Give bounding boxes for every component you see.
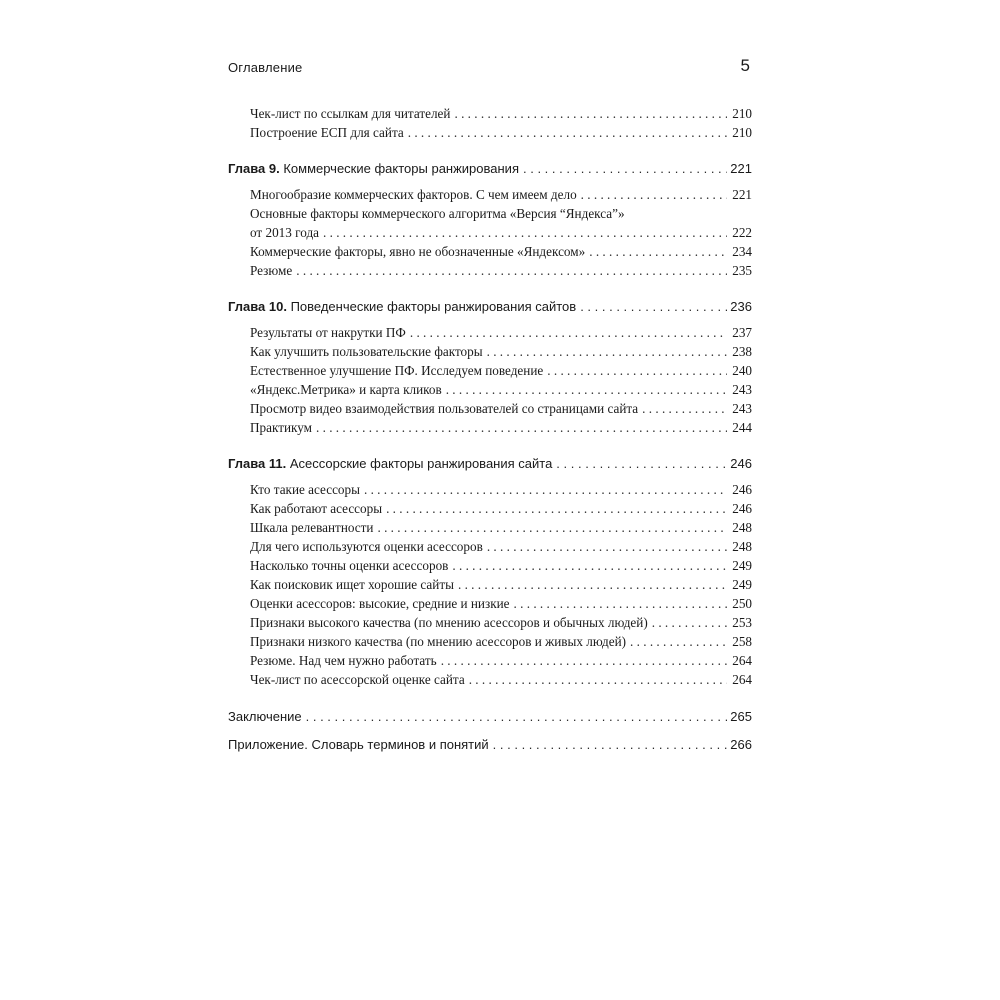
chapter-number: Глава 11. [228, 456, 287, 471]
toc-back-matter [228, 703, 752, 759]
dot-leader [589, 242, 727, 261]
toc-section-entry: Признаки низкого качества (по мнению асессоров и живых людей) . . . 258 [228, 632, 752, 651]
dot-leader [296, 261, 727, 280]
dot-leader [547, 361, 727, 380]
dot-leader [556, 452, 727, 476]
dot-leader [454, 104, 727, 123]
dot-leader [458, 575, 727, 594]
dot-leader [408, 123, 727, 142]
dot-leader [446, 380, 727, 399]
toc-section-entry: Как поисковик ищет хорошие сайты . . . 249 [228, 575, 752, 594]
dot-leader [410, 323, 727, 342]
chapter-title: Поведенческие факторы ранжирования сайтов [286, 299, 577, 314]
dot-leader [386, 499, 727, 518]
dot-leader [306, 703, 727, 731]
chapter-title: Коммерческие факторы ранжирования [279, 161, 519, 176]
running-title: Оглавление [228, 60, 303, 75]
dot-leader [493, 731, 727, 759]
page-number: 5 [740, 56, 750, 75]
dot-leader [452, 556, 727, 575]
book-page [228, 0, 752, 1000]
toc-section-entry: Естественное улучшение ПФ. Исследуем поведение . . . 240 [228, 361, 752, 380]
toc-chapter-entry: Глава 9. Коммерческие факторы ранжирования . . . 221 [228, 157, 752, 181]
dot-leader [652, 613, 727, 632]
toc-chapter-entry: Глава 10. Поведенческие факторы ранжирования сайтов . . . 236 [228, 295, 752, 319]
toc-section-entry: Чек-лист по асессорской оценке сайта . . . 264 [228, 670, 752, 689]
toc-section-entry: Шкала релевантности . . . 248 [228, 518, 752, 537]
dot-leader [487, 342, 727, 361]
toc-intro-sections [228, 104, 752, 142]
toc-chapter-9 [228, 157, 752, 280]
toc-section-entry: Как улучшить пользовательские факторы . . . 238 [228, 342, 752, 361]
toc-section-entry: «Яндекс.Метрика» и карта кликов . . . 243 [228, 380, 752, 399]
toc-section-entry: Признаки высокого качества (по мнению асессоров и обычных людей) . . . 253 [228, 613, 752, 632]
toc-back-matter-entry: Заключение . . . 265 [228, 703, 752, 731]
toc-section-entry: Просмотр видео взаимодействия пользователей со страницами сайта . . . 243 [228, 399, 752, 418]
dot-leader [316, 418, 727, 437]
dot-leader [364, 480, 727, 499]
chapter-title: Асессорские факторы ранжирования сайта [286, 456, 553, 471]
toc-chapter-11 [228, 452, 752, 689]
dot-leader [441, 651, 727, 670]
toc-section-entry: Как работают асессоры . . . 246 [228, 499, 752, 518]
toc-section-entry: Кто такие асессоры . . . 246 [228, 480, 752, 499]
toc-section-entry: Коммерческие факторы, явно не обозначенные «Яндексом» . . . 234 [228, 242, 752, 261]
toc-chapter-10 [228, 295, 752, 437]
toc-section-entry: Чек-лист по ссылкам для читателей . . . 210 [228, 104, 752, 123]
dot-leader [377, 518, 727, 537]
toc-back-matter-entry: Приложение. Словарь терминов и понятий . . . 266 [228, 731, 752, 759]
toc-section-entry: Оценки асессоров: высокие, средние и низкие . . . 250 [228, 594, 752, 613]
toc-section-entry: Резюме . . . 235 [228, 261, 752, 280]
toc-section-entry: Результаты от накрутки ПФ . . . 237 [228, 323, 752, 342]
running-head [228, 58, 752, 78]
dot-leader [514, 594, 727, 613]
dot-leader [581, 185, 727, 204]
toc-section-entry: Для чего используются оценки асессоров . . . 248 [228, 537, 752, 556]
toc-section-entry: Резюме. Над чем нужно работать . . . 264 [228, 651, 752, 670]
toc-section-entry: Насколько точны оценки асессоров . . . 249 [228, 556, 752, 575]
dot-leader [469, 670, 727, 689]
dot-leader [580, 295, 727, 319]
toc-section-entry: Практикум . . . 244 [228, 418, 752, 437]
chapter-number: Глава 10. [228, 299, 287, 314]
toc-section-entry: Основные факторы коммерческого алгоритма «Версия “Яндекса”» от 2013 года . . . 222 [228, 204, 752, 242]
toc-chapter-entry: Глава 11. Асессорские факторы ранжирования сайта . . . 246 [228, 452, 752, 476]
dot-leader [630, 632, 727, 651]
toc-section-entry: Построение ЕСП для сайта . . . 210 [228, 123, 752, 142]
dot-leader [642, 399, 727, 418]
table-of-contents [228, 104, 752, 759]
dot-leader [323, 223, 727, 242]
dot-leader [523, 157, 727, 181]
dot-leader [487, 537, 727, 556]
toc-section-entry: Многообразие коммерческих факторов. С чем имеем дело . . . 221 [228, 185, 752, 204]
chapter-number: Глава 9. [228, 161, 280, 176]
